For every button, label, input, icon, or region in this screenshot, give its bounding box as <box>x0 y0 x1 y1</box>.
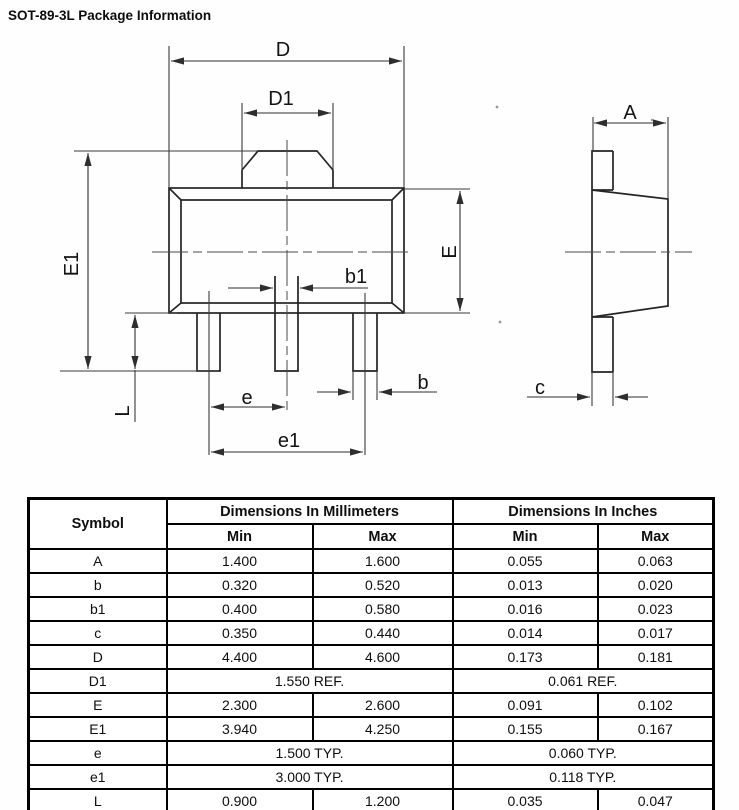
table-cell: 4.600 <box>313 645 453 669</box>
dim-label-e1: e1 <box>277 430 301 452</box>
table-row <box>29 693 714 717</box>
table-cell: 2.300 <box>167 693 313 717</box>
table-cell: 0.020 <box>598 573 714 597</box>
table-cell: 0.023 <box>598 597 714 621</box>
symbol-cell: D1 <box>29 669 167 693</box>
dim-label-D: D <box>275 39 291 61</box>
dim-label-e: e <box>241 387 253 409</box>
table-cell: 0.017 <box>598 621 714 645</box>
table-cell-span: 3.000 TYP. <box>167 765 453 789</box>
dim-label-L: L <box>112 405 134 417</box>
table-cell: 0.900 <box>167 789 313 810</box>
dimensions-table <box>27 497 715 810</box>
symbol-cell: b1 <box>29 597 167 621</box>
col-header-inches: Dimensions In Inches <box>453 499 714 525</box>
dim-label-D1: D1 <box>268 88 294 110</box>
symbol-cell: e1 <box>29 765 167 789</box>
side-view-dimension-lines <box>527 123 666 397</box>
table-cell: 4.250 <box>313 717 453 741</box>
table-cell-span: 0.118 TYP. <box>453 765 714 789</box>
col-header-mm-min: Min <box>167 524 313 549</box>
table-cell: 0.047 <box>598 789 714 810</box>
table-cell: 0.055 <box>453 549 598 573</box>
table-cell: 2.600 <box>313 693 453 717</box>
table-cell: 0.167 <box>598 717 714 741</box>
table-cell: 1.200 <box>313 789 453 810</box>
table-cell: 0.173 <box>453 645 598 669</box>
side-view-body <box>592 151 668 372</box>
table-row <box>29 621 714 645</box>
dimension-labels <box>61 39 637 452</box>
col-header-mm-max: Max <box>313 524 453 549</box>
dim-label-A: A <box>623 102 637 124</box>
table-cell: 0.063 <box>598 549 714 573</box>
table-row <box>29 717 714 741</box>
table-cell: 0.155 <box>453 717 598 741</box>
table-cell: 0.014 <box>453 621 598 645</box>
symbol-cell: A <box>29 549 167 573</box>
table-row <box>29 765 714 789</box>
table-row <box>29 669 714 693</box>
symbol-cell: e <box>29 741 167 765</box>
table-cell: 0.102 <box>598 693 714 717</box>
table-cell: 0.181 <box>598 645 714 669</box>
table-row <box>29 573 714 597</box>
table-cell: 1.400 <box>167 549 313 573</box>
table-row <box>29 597 714 621</box>
table-cell: 0.013 <box>453 573 598 597</box>
col-header-millimeters: Dimensions In Millimeters <box>167 499 453 525</box>
table-cell: 0.016 <box>453 597 598 621</box>
table-row <box>29 741 714 765</box>
symbol-cell: E1 <box>29 717 167 741</box>
table-cell: 0.440 <box>313 621 453 645</box>
table-cell-span: 0.061 REF. <box>453 669 714 693</box>
col-header-in-min: Min <box>453 524 598 549</box>
col-header-symbol: Symbol <box>29 499 167 550</box>
symbol-cell: D <box>29 645 167 669</box>
symbol-cell: L <box>29 789 167 810</box>
dim-label-E1: E1 <box>61 251 83 277</box>
table-row <box>29 789 714 810</box>
dim-label-E: E <box>439 245 461 259</box>
dim-label-c: c <box>535 377 545 399</box>
table-cell: 0.350 <box>167 621 313 645</box>
symbol-cell: E <box>29 693 167 717</box>
table-cell: 3.940 <box>167 717 313 741</box>
col-header-in-max: Max <box>598 524 714 549</box>
table-cell: 0.400 <box>167 597 313 621</box>
page-title: SOT-89-3L Package Information <box>8 8 212 23</box>
table-cell-span: 0.060 TYP. <box>453 741 714 765</box>
table-cell-span: 1.500 TYP. <box>167 741 453 765</box>
table-cell: 0.580 <box>313 597 453 621</box>
table-cell: 0.520 <box>313 573 453 597</box>
scan-artifacts <box>496 106 654 324</box>
side-view-extension-lines <box>592 117 668 406</box>
table-cell: 0.320 <box>167 573 313 597</box>
table-header-row <box>29 499 714 525</box>
symbol-cell: b <box>29 573 167 597</box>
table-cell: 4.400 <box>167 645 313 669</box>
table-cell: 0.035 <box>453 789 598 810</box>
table-cell: 1.600 <box>313 549 453 573</box>
front-view-extension-lines <box>60 46 470 422</box>
table-cell: 0.091 <box>453 693 598 717</box>
dim-label-b1: b1 <box>344 266 368 288</box>
dim-label-b: b <box>417 372 429 394</box>
symbol-cell: c <box>29 621 167 645</box>
table-row <box>29 645 714 669</box>
table-row <box>29 549 714 573</box>
table-cell-span: 1.550 REF. <box>167 669 453 693</box>
